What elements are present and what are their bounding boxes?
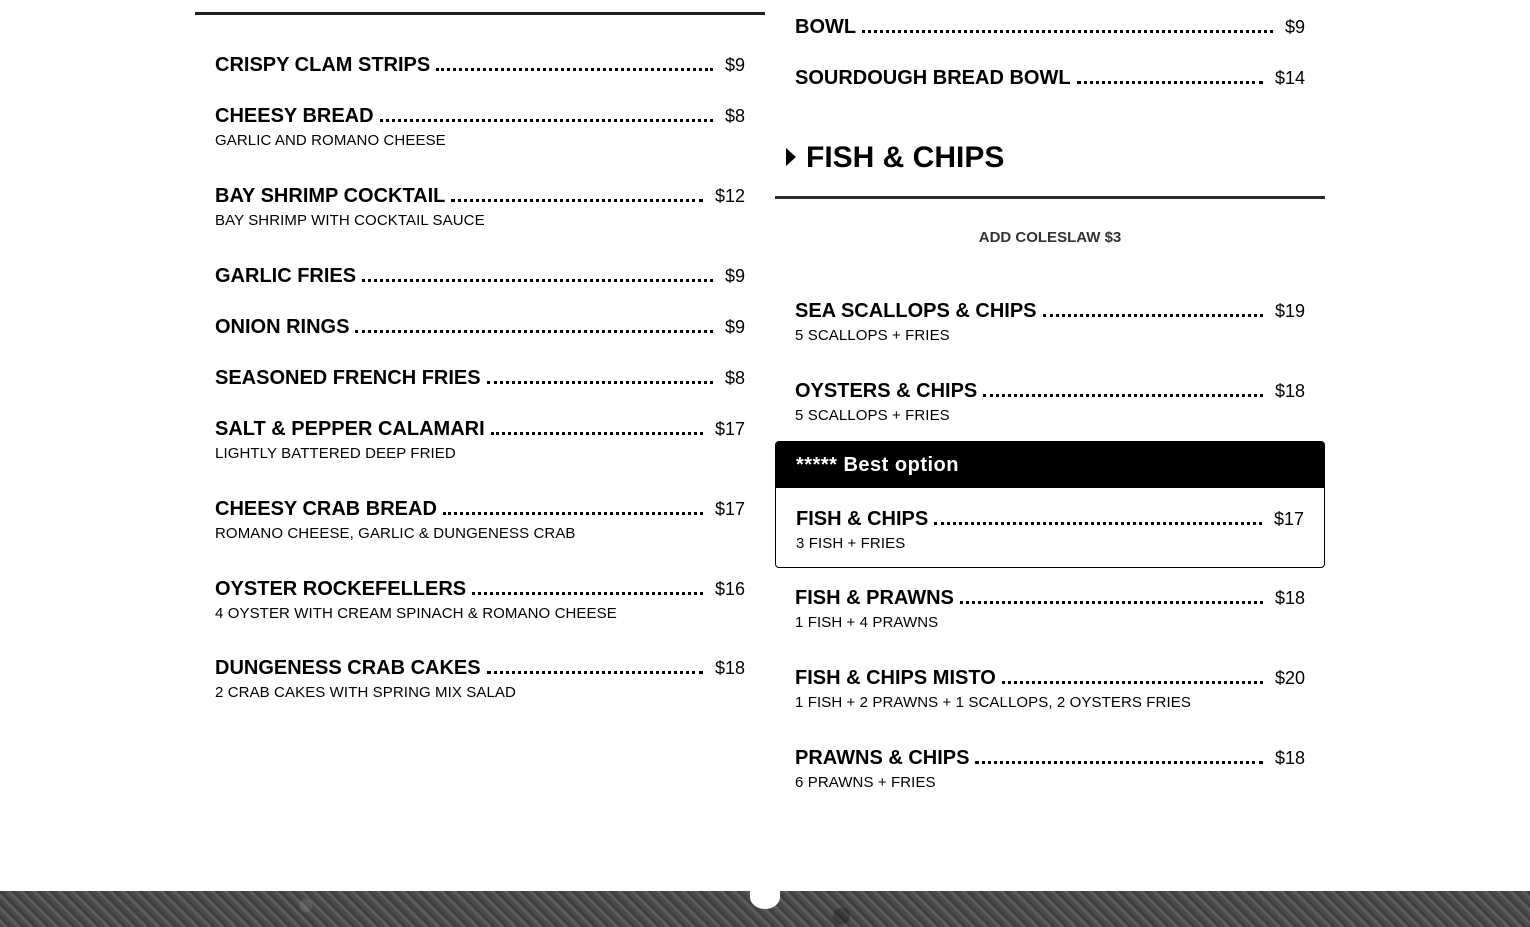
- menu-item-description: 6 PRAWNS + FRIES: [795, 774, 936, 791]
- menu-item: [795, 377, 1305, 425]
- left-menu-column: [195, 0, 765, 720]
- menu-item-name: CRISPY CLAM STRIPS: [215, 54, 431, 76]
- dot-leader: [380, 119, 713, 122]
- menu-item-name: ONION RINGS: [215, 316, 350, 338]
- dot-leader: [362, 279, 713, 282]
- menu-item-description: GARLIC AND ROMANO CHEESE: [215, 132, 446, 149]
- menu-item-name: DUNGENESS CRAB CAKES: [215, 657, 481, 679]
- menu-item: [796, 505, 1304, 553]
- menu-item-name: SALT & PEPPER CALAMARI: [215, 418, 485, 440]
- menu-item-name: OYSTERS & CHIPS: [795, 380, 978, 402]
- dot-leader: [436, 68, 713, 71]
- menu-item-description: 4 OYSTER WITH CREAM SPINACH & ROMANO CHEESE: [215, 605, 617, 622]
- menu-item-description: BAY SHRIMP WITH COCKTAIL SAUCE: [215, 212, 485, 229]
- menu-item-name: BOWL: [795, 16, 857, 38]
- menu-item-description: 1 FISH + 2 PRAWNS + 1 SCALLOPS, 2 OYSTERS FRIES: [795, 694, 1191, 711]
- menu-item-name: OYSTER ROCKEFELLERS: [215, 578, 467, 600]
- menu-item-price: $12: [714, 186, 745, 206]
- top-divider: [195, 12, 765, 15]
- menu-item: [795, 584, 1305, 632]
- dot-leader: [983, 394, 1263, 397]
- dot-leader: [1043, 314, 1263, 317]
- dot-leader: [487, 671, 703, 674]
- menu-item: [215, 51, 745, 77]
- menu-item-name: FISH & CHIPS MISTO: [795, 667, 996, 689]
- menu-item-description: LIGHTLY BATTERED DEEP FRIED: [215, 445, 456, 462]
- section-note: ADD COLESLAW $3: [978, 229, 1122, 246]
- menu-item-price: $19: [1274, 301, 1305, 321]
- dot-leader: [355, 330, 713, 333]
- menu-item-price: $9: [724, 55, 745, 75]
- menu-item-price: $9: [724, 266, 745, 286]
- featured-banner: ***** Best option: [776, 442, 1324, 488]
- menu-item-name: FISH & PRAWNS: [795, 587, 954, 609]
- dot-leader: [1002, 681, 1263, 684]
- menu-item-description: ROMANO CHEESE, GARLIC & DUNGENESS CRAB: [215, 525, 576, 542]
- menu-item-price: $8: [724, 368, 745, 388]
- menu-item-price: $9: [724, 317, 745, 337]
- dot-leader: [491, 432, 703, 435]
- menu-item-name: BAY SHRIMP COCKTAIL: [215, 185, 446, 207]
- menu-item: [215, 575, 745, 623]
- menu-item-price: $20: [1274, 668, 1305, 688]
- footer-notch-divider: [750, 885, 780, 909]
- menu-item-name: CHEESY CRAB BREAD: [215, 498, 437, 520]
- menu-item: [215, 495, 745, 543]
- menu-item-name: SOURDOUGH BREAD BOWL: [795, 67, 1071, 89]
- menu-item-name: CHEESY BREAD: [215, 105, 374, 127]
- menu-item-price: $9: [1284, 17, 1305, 37]
- dot-leader: [960, 601, 1263, 604]
- menu-item-description: 2 CRAB CAKES WITH SPRING MIX SALAD: [215, 684, 516, 701]
- menu-item-name: SEA SCALLOPS & CHIPS: [795, 300, 1037, 322]
- menu-item-description: 5 SCALLOPS + FRIES: [795, 407, 950, 424]
- menu-item-price: $17: [714, 499, 745, 519]
- menu-item: [795, 664, 1305, 712]
- menu-item: [795, 297, 1305, 345]
- menu-item-price: $17: [1273, 509, 1304, 529]
- menu-item-description: 3 FISH + FRIES: [796, 535, 906, 552]
- section-header-fish-chips[interactable]: [775, 138, 1325, 199]
- menu-item: [215, 182, 745, 230]
- menu-item-name: PRAWNS & CHIPS: [795, 747, 970, 769]
- menu-item-name: SEASONED FRENCH FRIES: [215, 367, 481, 389]
- menu-item: [215, 654, 745, 702]
- menu-item-price: $8: [724, 106, 745, 126]
- menu-item-price: $16: [714, 579, 745, 599]
- menu-item: [215, 313, 745, 339]
- caret-right-icon: [786, 148, 796, 166]
- dot-leader: [862, 30, 1273, 33]
- menu-item: [215, 364, 745, 390]
- dot-leader: [1077, 81, 1263, 84]
- dot-leader: [934, 522, 1262, 525]
- featured-item-card: [775, 441, 1325, 568]
- menu-item: [215, 102, 745, 150]
- menu-item-price: $14: [1274, 68, 1305, 88]
- dot-leader: [975, 761, 1262, 764]
- menu-item-name: FISH & CHIPS: [796, 508, 929, 530]
- menu-item-price: $18: [1274, 748, 1305, 768]
- dot-leader: [487, 381, 713, 384]
- menu-item-name: GARLIC FRIES: [215, 265, 357, 287]
- menu-item: [795, 744, 1305, 792]
- menu-item-price: $18: [714, 658, 745, 678]
- dot-leader: [443, 512, 703, 515]
- menu-item-price: $18: [1274, 381, 1305, 401]
- menu-item: [215, 415, 745, 463]
- menu-item-price: $18: [1274, 588, 1305, 608]
- menu-item: [795, 64, 1305, 90]
- right-menu-column: [775, 0, 1325, 820]
- menu-item-description: 1 FISH + 4 PRAWNS: [795, 614, 939, 631]
- dot-leader: [451, 199, 703, 202]
- menu-item: [215, 262, 745, 288]
- menu-item: [795, 13, 1305, 39]
- menu-item-description: 5 SCALLOPS + FRIES: [795, 327, 950, 344]
- menu-item-price: $17: [714, 419, 745, 439]
- section-title: FISH & CHIPS: [806, 141, 1005, 174]
- dot-leader: [472, 592, 703, 595]
